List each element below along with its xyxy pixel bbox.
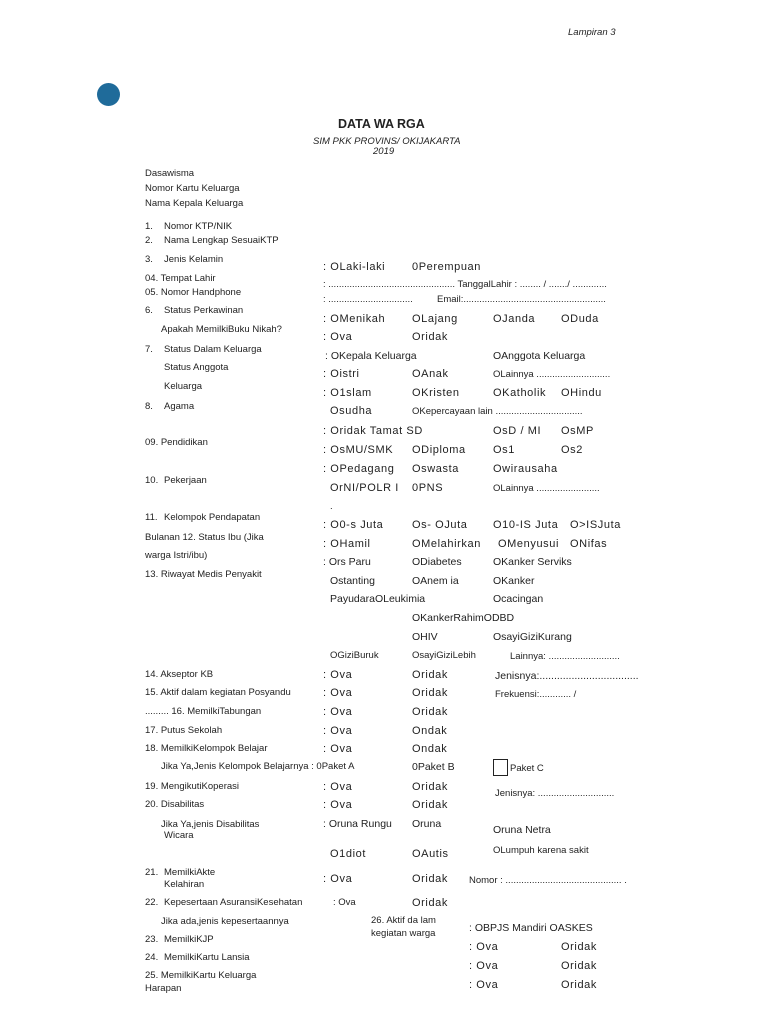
option-pedagang[interactable]: : OPedagang bbox=[323, 463, 395, 475]
lampiran-label: Lampiran 3 bbox=[568, 27, 616, 38]
field-label-nik: Nomor KTP/NIK bbox=[164, 221, 233, 232]
option-tidak[interactable]: Oridak bbox=[561, 960, 597, 972]
page-year: 2019 bbox=[373, 146, 395, 157]
field-label-kelompok-pendapatan: Kelompok Pendapatan bbox=[164, 512, 261, 523]
option-tidak[interactable]: Oridak bbox=[561, 941, 597, 953]
option-gizi-buruk[interactable]: OGiziBuruk bbox=[330, 650, 379, 661]
option-anemia[interactable]: OAnem ia bbox=[412, 575, 459, 587]
field-number: 22. bbox=[145, 897, 159, 908]
option-ya[interactable]: : Ova bbox=[323, 331, 353, 343]
field-number: 7. bbox=[145, 344, 153, 355]
option-tidak[interactable]: Oridak bbox=[412, 897, 448, 909]
option-tidak-tamat-sd[interactable]: : Oridak Tamat SD bbox=[323, 425, 423, 437]
option-lajang[interactable]: OLajang bbox=[412, 313, 458, 325]
field-label-kegiatan-warga: kegiatan warga bbox=[371, 928, 436, 939]
option-kanker[interactable]: OKanker bbox=[493, 575, 535, 587]
field-label-akte: MemilkiAkte bbox=[164, 867, 216, 878]
field-label-jenis-kelamin: Jenis Kelamin bbox=[164, 254, 224, 265]
header-kepala-keluarga: Nama Kepala Keluarga bbox=[145, 198, 244, 209]
option-pendapatan-2[interactable]: Os- OJuta bbox=[412, 519, 468, 531]
field-label-akseptor-kb: 14. Akseptor KB bbox=[145, 669, 214, 680]
option-cacingan[interactable]: Ocacingan bbox=[493, 593, 544, 605]
option-sd-mi[interactable]: OsD / MI bbox=[493, 425, 542, 437]
field-label-riwayat-medis: 13. Riwayat Medis Penyakit bbox=[145, 569, 262, 580]
option-tidak[interactable]: Oridak bbox=[412, 799, 448, 811]
option-autis[interactable]: OAutis bbox=[412, 848, 449, 860]
option-idiot[interactable]: O1diot bbox=[330, 848, 367, 860]
field-number: 8. bbox=[145, 401, 153, 412]
option-tbs-paru[interactable]: : Ors Paru bbox=[323, 556, 371, 568]
option-lumpuh[interactable]: OLumpuh karena sakit bbox=[493, 845, 589, 856]
option-lainnya[interactable]: OLainnya ............................ bbox=[493, 369, 611, 380]
option-lainnya-medis[interactable]: Lainnya: ........................... bbox=[510, 651, 620, 662]
option-pendapatan-3[interactable]: O10-IS Juta bbox=[493, 519, 559, 531]
field-number: 23. bbox=[145, 934, 159, 945]
field-label-aktif-kegiatan: 26. Aktif da lam bbox=[371, 915, 436, 926]
field-label-wicara: Wicara bbox=[164, 830, 194, 841]
field-label-tempat-lahir: 04. Tempat Lahir bbox=[145, 273, 216, 284]
field-label-nama: Nama Lengkap SesuaiKTP bbox=[164, 235, 279, 246]
field-number: 6. bbox=[145, 305, 153, 316]
option-kepercayaan-lain[interactable]: OKepercayaan lain ................................. bbox=[412, 406, 583, 417]
option-ya[interactable]: : Ova bbox=[469, 979, 499, 991]
stray-dot: . bbox=[330, 501, 333, 512]
field-label-harapan: Harapan bbox=[145, 983, 182, 994]
option-ya[interactable]: : Ova bbox=[323, 873, 353, 885]
header-dasawisma: Dasawisma bbox=[145, 168, 195, 179]
option-hiv[interactable]: OHIV bbox=[412, 631, 438, 643]
option-ya[interactable]: : Ova bbox=[323, 687, 353, 699]
option-hindu[interactable]: OHindu bbox=[561, 387, 602, 399]
field-label-tabungan: ......... 16. MemilkiTabungan bbox=[145, 706, 262, 717]
field-number: 24. bbox=[145, 952, 159, 963]
field-label-status-ibu: Bulanan 12. Status Ibu (Jika bbox=[145, 532, 264, 543]
option-nifas[interactable]: ONifas bbox=[570, 538, 608, 550]
field-number: 10. bbox=[145, 475, 159, 486]
field-label-kartu-lansia: MemilkiKartu Lansia bbox=[164, 952, 250, 963]
option-smu-smk[interactable]: : OsMU/SMK bbox=[323, 444, 394, 456]
field-label-handphone: 05. Nomor Handphone bbox=[145, 287, 242, 298]
option-budha[interactable]: Osudha bbox=[330, 405, 373, 417]
option-tidak[interactable]: Oridak bbox=[412, 873, 448, 885]
option-islam[interactable]: : O1slam bbox=[323, 387, 372, 399]
option-ya[interactable]: : Ova bbox=[323, 781, 353, 793]
option-tidak[interactable]: Ondak bbox=[412, 743, 448, 755]
option-bayi-gizi-lebih[interactable]: OsayiGiziLebih bbox=[412, 650, 476, 661]
option-ya[interactable]: : Ova bbox=[323, 725, 353, 737]
field-label-pekerjaan: Pekerjaan bbox=[164, 475, 207, 486]
option-kristen[interactable]: OKristen bbox=[412, 387, 460, 399]
field-label-posyandu: 15. Aktif dalam kegiatan Posyandu bbox=[145, 687, 291, 698]
option-ya[interactable]: : Ova bbox=[323, 706, 353, 718]
field-label-disabilitas: 20. Disabilitas bbox=[145, 799, 205, 810]
field-number: 2. bbox=[145, 235, 153, 246]
option-katholik[interactable]: OKatholik bbox=[493, 387, 547, 399]
option-kanker-rahim-dbd[interactable]: OKankerRahimODBD bbox=[412, 612, 515, 624]
option-ya[interactable]: : Ova bbox=[323, 743, 353, 755]
option-kepala-keluarga[interactable]: : OKepala Keluarga bbox=[325, 350, 417, 362]
option-tidak[interactable]: Oridak bbox=[412, 706, 448, 718]
option-pendapatan-4[interactable]: O>ISJuta bbox=[570, 519, 621, 531]
field-label-buku-nikah: Apakah MemilkiBuku Nikah? bbox=[161, 324, 282, 335]
option-stunting[interactable]: Ostanting bbox=[330, 575, 375, 587]
option-melahirkan[interactable]: OMelahirkan bbox=[412, 538, 481, 550]
page-title: DATA WA RGA bbox=[338, 117, 425, 131]
field-nomor-akte[interactable]: Nomor : ............................................ . bbox=[469, 875, 627, 886]
field-label-kelahiran: Kelahiran bbox=[164, 879, 205, 890]
option-tuna-netra[interactable]: Oruna Netra bbox=[493, 824, 551, 836]
field-label-koperasi: 19. MengikutiKoperasi bbox=[145, 781, 239, 792]
field-tempat-tanggal-lahir[interactable]: : ................................................ TanggalLahir : ........ / ......./ ............. bbox=[323, 279, 607, 290]
option-s2[interactable]: Os2 bbox=[561, 444, 583, 456]
option-wirausaha[interactable]: Owirausaha bbox=[493, 463, 558, 475]
option-anggota-keluarga[interactable]: OAnggota Keluarga bbox=[493, 350, 586, 362]
field-label-kelompok-belajar: 18. MemilkiKelompok Belajar bbox=[145, 743, 268, 754]
option-menyusui[interactable]: OMenyusui bbox=[498, 538, 560, 550]
option-bpjs-askes[interactable]: : OBPJS Mandiri OASKES bbox=[469, 922, 593, 934]
field-label-kkh: 25. MemilkiKartu Keluarga bbox=[145, 970, 257, 981]
field-number: 3. bbox=[145, 254, 153, 265]
field-label-asuransi: Kepesertaan AsuransiKesehatan bbox=[164, 897, 303, 908]
option-ya[interactable]: : Ova bbox=[469, 941, 499, 953]
option-tni-polri[interactable]: OrNI/POLR I bbox=[330, 482, 399, 494]
field-email[interactable]: Email:...................................................... bbox=[437, 294, 606, 305]
field-jenis-koperasi[interactable]: Jenisnya: ............................. bbox=[495, 788, 615, 799]
option-janda[interactable]: OJanda bbox=[493, 313, 536, 325]
option-duda[interactable]: ODuda bbox=[561, 313, 599, 325]
field-label-warga-istri: warga Istri/ibu) bbox=[145, 550, 208, 561]
option-ya[interactable]: : Ova bbox=[333, 897, 356, 908]
field-label-putus-sekolah: 17. Putus Sekolah bbox=[145, 725, 223, 736]
field-label-kjp: MemilkiKJP bbox=[164, 934, 214, 945]
option-bayi-gizi-kurang[interactable]: OsayiGiziKurang bbox=[493, 631, 572, 643]
option-smp[interactable]: OsMP bbox=[561, 425, 594, 437]
option-anak[interactable]: OAnak bbox=[412, 368, 449, 380]
option-tidak[interactable]: Ondak bbox=[412, 725, 448, 737]
option-ya[interactable]: : Ova bbox=[469, 960, 499, 972]
option-menikah[interactable]: : OMenikah bbox=[323, 313, 386, 325]
page-subtitle: SIM PKK PROVINS/ OKIJAKARTA bbox=[313, 136, 461, 147]
field-label-status-keluarga: Status Dalam Keluarga bbox=[164, 344, 262, 355]
field-label-pendidikan: 09. Pendidikan bbox=[145, 437, 208, 448]
header-nomor-kk: Nomor Kartu Keluarga bbox=[145, 183, 240, 194]
option-ya[interactable]: : Ova bbox=[323, 799, 353, 811]
field-label-keluarga: Keluarga bbox=[164, 381, 203, 392]
field-jenis-kb[interactable]: Jenisnya:.................................. bbox=[495, 670, 639, 682]
option-istri[interactable]: : Oistri bbox=[323, 368, 360, 380]
option-tidak[interactable]: Oridak bbox=[412, 669, 448, 681]
field-number: 11. bbox=[145, 512, 158, 523]
option-laki-laki[interactable]: : OLaki-laki bbox=[323, 261, 386, 273]
option-swasta[interactable]: Oswasta bbox=[412, 463, 459, 475]
field-number: 21. bbox=[145, 867, 159, 878]
option-tidak[interactable]: Oridak bbox=[412, 331, 448, 343]
option-perempuan[interactable]: 0Perempuan bbox=[412, 261, 481, 273]
option-s1[interactable]: Os1 bbox=[493, 444, 515, 456]
paket-c-checkbox[interactable] bbox=[493, 759, 508, 776]
option-ya[interactable]: : Ova bbox=[323, 669, 353, 681]
blue-circle-icon bbox=[97, 83, 120, 106]
option-diploma[interactable]: ODiploma bbox=[412, 444, 466, 456]
option-pendapatan-1[interactable]: : O0-s Juta bbox=[323, 519, 384, 531]
field-label-agama: Agama bbox=[164, 401, 195, 412]
option-tuna[interactable]: Oruna bbox=[412, 818, 442, 830]
option-payudara-leukimia[interactable]: PayudaraOLeukimia bbox=[330, 593, 426, 605]
field-label-status-perkawinan: Status Perkawinan bbox=[164, 305, 244, 316]
option-diabetes[interactable]: ODiabetes bbox=[412, 556, 462, 568]
option-tuna-rungu[interactable]: : Oruna Rungu bbox=[323, 818, 392, 830]
option-tidak[interactable]: Oridak bbox=[561, 979, 597, 991]
field-label-status-anggota: Status Anggota bbox=[164, 362, 229, 373]
field-handphone[interactable]: : ................................ bbox=[323, 294, 413, 305]
option-pns[interactable]: 0PNS bbox=[412, 482, 444, 494]
option-tidak[interactable]: Oridak bbox=[412, 687, 448, 699]
field-label-jenis-disabilitas: Jika Ya,jenis Disabilitas bbox=[161, 819, 260, 830]
field-label-jenis-kepesertaan: Jika ada,jenis kepesertaannya bbox=[161, 916, 289, 927]
field-label-jenis-kelompok-belajar: Jika Ya,Jenis Kelompok Belajarnya : 0Paket A bbox=[161, 761, 355, 772]
option-paket-c[interactable]: Paket C bbox=[510, 763, 544, 774]
option-lainnya-pekerjaan[interactable]: OLainnya ........................ bbox=[493, 483, 600, 494]
option-tidak[interactable]: Oridak bbox=[412, 781, 448, 793]
option-kanker-serviks[interactable]: OKanker Serviks bbox=[493, 556, 572, 568]
option-hamil[interactable]: : OHamil bbox=[323, 538, 371, 550]
field-number: 1. bbox=[145, 221, 153, 232]
field-frekuensi[interactable]: Frekuensi:............ / bbox=[495, 689, 577, 700]
option-paket-b[interactable]: 0Paket B bbox=[412, 761, 455, 773]
